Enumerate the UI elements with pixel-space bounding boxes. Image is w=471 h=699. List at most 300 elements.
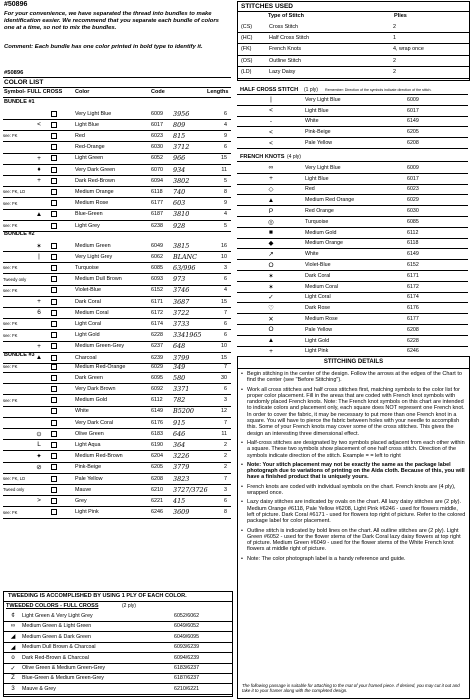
handwritten-dmc: 3722 bbox=[173, 308, 190, 317]
half-cross-row bbox=[237, 117, 468, 128]
box-mark bbox=[51, 453, 57, 459]
color-code: 6221 bbox=[151, 497, 163, 504]
color-name: Medium Dull Brown bbox=[75, 276, 122, 283]
handwritten-dmc: 782 bbox=[173, 396, 186, 405]
row-name: Turquoise bbox=[305, 218, 329, 225]
handwritten-dmc: 3779 bbox=[173, 463, 190, 472]
color-name: Medium Red-Orange bbox=[75, 363, 126, 370]
tweed-name: Light Green & Very Light Grey bbox=[22, 613, 93, 619]
box-mark bbox=[51, 200, 57, 206]
color-code: 6085 bbox=[151, 264, 163, 271]
row-code: 6246 bbox=[407, 348, 419, 355]
tweed-symbol: o bbox=[11, 654, 15, 661]
box-mark bbox=[51, 144, 57, 150]
stitch-abbr: (FK) bbox=[241, 46, 252, 53]
tweed-name: Medium Green & Light Green bbox=[22, 623, 92, 630]
color-name: White bbox=[75, 408, 89, 415]
color-row bbox=[3, 153, 231, 165]
row-symbol: ⊙ bbox=[36, 430, 42, 438]
row-code: 6171 bbox=[407, 272, 419, 279]
tweed-symbol: ◢ bbox=[10, 644, 16, 651]
color-name: Turquoise bbox=[75, 264, 99, 271]
row-symbol: ✶ bbox=[36, 242, 42, 250]
color-name: Medium Red-Brown bbox=[75, 453, 123, 460]
stitching-details-list bbox=[241, 371, 466, 565]
stitching-details-panel bbox=[237, 356, 470, 699]
color-length: 10 bbox=[221, 343, 227, 350]
box-mark bbox=[51, 155, 57, 161]
color-name: Mauve bbox=[75, 486, 92, 493]
tweed-name: Medium Green & Dark Green bbox=[22, 633, 91, 640]
box-mark bbox=[51, 299, 57, 305]
bullet-dot: • bbox=[241, 499, 243, 506]
detail-item bbox=[241, 499, 466, 524]
color-name: Red bbox=[75, 132, 85, 139]
row-name: Violet-Blue bbox=[305, 262, 331, 269]
handwritten-dmc: 3802 bbox=[173, 176, 190, 185]
color-code: 6177 bbox=[151, 200, 163, 207]
color-code: 6112 bbox=[151, 397, 163, 404]
row-name: Medium Gold bbox=[305, 229, 337, 236]
color-code: 6092 bbox=[151, 385, 163, 392]
color-name: Very Dark Coral bbox=[75, 419, 114, 426]
row-symbol: - bbox=[269, 117, 273, 125]
color-length: 15 bbox=[221, 354, 227, 361]
color-row bbox=[3, 164, 231, 176]
handwritten-dmc: 63/996 bbox=[173, 263, 196, 272]
french-knot-row bbox=[237, 217, 468, 228]
color-name: Light Pink bbox=[75, 509, 99, 516]
row-symbol: ↗ bbox=[268, 251, 274, 259]
tweed-subtitle: TWEEDED COLORS - FULL CROSS bbox=[6, 603, 99, 609]
french-knot-row bbox=[237, 293, 468, 304]
row-symbol: < bbox=[269, 128, 273, 136]
color-name: Grey bbox=[75, 497, 87, 504]
col-head-symbol: Symbol- FULL CROSS bbox=[4, 89, 63, 95]
color-code: 6093 bbox=[151, 276, 163, 283]
row-code: 6177 bbox=[407, 316, 419, 323]
row-note: see: FK, LD bbox=[3, 476, 26, 481]
color-length: 7 bbox=[224, 419, 227, 426]
detail-item bbox=[241, 462, 466, 481]
color-row bbox=[3, 240, 231, 252]
footer-note: The following passage is suitable for attaching to the mat of your framed piece. If desired, you may cut it out and take it to your framer along with the completed design. bbox=[242, 683, 460, 694]
color-length: 6 bbox=[224, 110, 227, 117]
color-row bbox=[3, 341, 231, 353]
box-mark bbox=[51, 498, 57, 504]
handwritten-dmc: 815 bbox=[173, 131, 186, 140]
color-code: 6049 bbox=[151, 242, 163, 249]
color-name: Charcoal bbox=[75, 354, 97, 361]
french-knot-row bbox=[237, 282, 468, 293]
detail-item bbox=[241, 387, 466, 437]
color-code: 6118 bbox=[151, 188, 163, 195]
color-name: Medium Orange bbox=[75, 188, 114, 195]
stitch-type: Lazy Daisy bbox=[269, 69, 296, 76]
row-note: see: FK bbox=[3, 265, 18, 271]
color-row bbox=[3, 262, 231, 274]
row-symbol: ✓ bbox=[268, 294, 274, 302]
stitch-row bbox=[238, 67, 469, 79]
color-name: Blue-Green bbox=[75, 211, 103, 218]
color-row bbox=[3, 209, 231, 221]
color-row bbox=[3, 285, 231, 297]
color-code: 6023 bbox=[151, 132, 163, 139]
row-symbol: ▲ bbox=[267, 196, 275, 204]
row-note: see: FK bbox=[3, 332, 18, 338]
comment-text: Comment: Each bundle has one color printed in bold type to identify it. bbox=[4, 44, 203, 50]
detail-item bbox=[241, 556, 466, 562]
french-knot-row bbox=[237, 185, 468, 196]
french-knot-row bbox=[237, 249, 468, 260]
color-length: 15 bbox=[221, 298, 227, 305]
color-list-panel bbox=[3, 77, 231, 592]
french-knot-row bbox=[237, 174, 468, 185]
french-knot-row bbox=[237, 239, 468, 250]
color-row bbox=[3, 142, 231, 154]
bullet-dot: • bbox=[241, 527, 243, 534]
color-length: 30 bbox=[221, 374, 227, 381]
tweed-symbol: ✓ bbox=[10, 665, 16, 672]
col-head-length: Lengths bbox=[207, 89, 229, 95]
color-name: Very Dark Green bbox=[75, 166, 116, 173]
row-symbol: P bbox=[268, 207, 274, 215]
row-note: see: FK bbox=[3, 509, 18, 515]
row-name: Pale Yellow bbox=[305, 140, 333, 147]
tweed-row bbox=[4, 663, 232, 674]
color-code: 6171 bbox=[151, 298, 163, 305]
handwritten-dmc: 646 bbox=[173, 429, 186, 438]
tweed-name: Olive Green & Medium Green-Grey bbox=[22, 665, 106, 671]
row-name: Light Pink bbox=[305, 348, 329, 355]
handwritten-dmc: 648 bbox=[173, 342, 186, 351]
row-symbol: ⊘ bbox=[36, 464, 42, 472]
row-symbol: ▲ bbox=[267, 337, 275, 345]
detail-text: Lazy daisy stitches are indicated by ovals on the chart. All lazy daisy stitches are (2 ply). Medium Orange #6118, Pale Yellow #6208, Light Pink #6246 - used for flowers middle, left of picture. Dark Coral #6171 - used for flowers top right of picture. Refer to the colored package label for color placement. bbox=[247, 499, 466, 525]
tweed-symbol: ∞ bbox=[10, 623, 16, 630]
tweed-row bbox=[4, 642, 232, 653]
detail-text: Note: The color photograph label is a handy reference and guide. bbox=[247, 555, 406, 562]
handwritten-dmc: 3727/3726 bbox=[173, 485, 208, 494]
handwritten-dmc: 740 bbox=[173, 187, 186, 196]
color-name: Light Grey bbox=[75, 222, 100, 229]
tweed-row bbox=[4, 632, 232, 643]
color-length: 10 bbox=[221, 253, 227, 260]
stitch-plies: 2 bbox=[393, 23, 396, 30]
box-mark bbox=[51, 397, 57, 403]
stitch-type: French Knots bbox=[269, 46, 302, 53]
bundle-3-label: BUNDLE #3 bbox=[4, 352, 35, 358]
row-code: 6176 bbox=[407, 305, 419, 312]
row-symbol: O bbox=[268, 261, 274, 269]
color-row bbox=[3, 296, 231, 308]
color-length: 2 bbox=[224, 441, 227, 448]
color-code: 6029 bbox=[151, 363, 163, 370]
french-knots-panel bbox=[237, 154, 468, 355]
handwritten-dmc: BLANC bbox=[173, 252, 198, 261]
tweed-name: Dark Red-Brown & Charcoal bbox=[22, 654, 89, 661]
stitch-abbr: (CS) bbox=[241, 23, 253, 30]
color-length: 8 bbox=[224, 188, 227, 195]
color-code: 6228 bbox=[151, 332, 163, 339]
color-row bbox=[3, 484, 231, 496]
color-name: Olive Green bbox=[75, 430, 104, 437]
color-name: Pink-Beige bbox=[75, 464, 102, 471]
color-length: 4 bbox=[224, 121, 227, 128]
row-symbol: ■ bbox=[269, 229, 273, 237]
row-code: 6208 bbox=[407, 140, 419, 147]
color-name: Violet-Blue bbox=[75, 287, 101, 294]
color-name: Dark Red-Brown bbox=[75, 177, 115, 184]
color-length: 6 bbox=[224, 385, 227, 392]
half-cross-row bbox=[237, 138, 468, 149]
french-knot-row bbox=[237, 163, 468, 174]
document-id: #50896 bbox=[4, 1, 28, 8]
row-note: see: FK bbox=[3, 223, 18, 228]
french-knot-row bbox=[237, 314, 468, 325]
row-name: Dark Coral bbox=[305, 272, 331, 279]
color-code: 6204 bbox=[151, 453, 163, 460]
box-mark bbox=[51, 265, 57, 271]
color-row bbox=[3, 274, 231, 286]
row-symbol: 6 bbox=[37, 309, 41, 317]
french-knot-row bbox=[237, 195, 468, 206]
color-length: 5 bbox=[224, 177, 227, 184]
tweed-symbol: ◢ bbox=[10, 634, 16, 641]
color-name: Medium Gold bbox=[75, 397, 108, 404]
row-note: see: FK, LD bbox=[3, 189, 26, 195]
color-row bbox=[3, 330, 231, 342]
color-row bbox=[3, 383, 231, 395]
handwritten-dmc: 3823 bbox=[173, 474, 190, 483]
color-code: 6176 bbox=[151, 419, 163, 426]
color-name: Light Green bbox=[75, 155, 104, 162]
row-note: Tweedy only bbox=[3, 276, 27, 282]
stitches-used-panel bbox=[237, 1, 470, 81]
handwritten-dmc: 3815 bbox=[173, 241, 190, 250]
color-length: 3 bbox=[224, 486, 227, 493]
stitch-row bbox=[238, 32, 469, 44]
row-code: 6009 bbox=[407, 164, 419, 171]
color-name: Very Light Grey bbox=[75, 253, 113, 260]
box-mark bbox=[51, 487, 57, 493]
tweed-code: 6049/6095 bbox=[174, 633, 200, 640]
row-name: White bbox=[305, 251, 319, 258]
row-code: 6023 bbox=[407, 186, 419, 193]
box-mark bbox=[51, 243, 57, 249]
tweed-code: 6049/6052 bbox=[174, 623, 200, 630]
row-name: Light Blue bbox=[305, 107, 329, 114]
row-name: Red Orange bbox=[305, 208, 334, 215]
half-cross-row bbox=[237, 95, 468, 106]
stitch-plies: 4, wrap once bbox=[393, 46, 424, 53]
box-mark bbox=[51, 133, 57, 139]
row-symbol: ✶ bbox=[268, 283, 274, 291]
color-length: 6 bbox=[224, 332, 227, 339]
box-mark bbox=[51, 310, 57, 316]
handwritten-dmc: 415 bbox=[173, 496, 186, 505]
color-code: 6095 bbox=[151, 374, 163, 381]
french-knot-row bbox=[237, 206, 468, 217]
stitch-abbr: (LD) bbox=[241, 69, 252, 76]
bullet-dot: • bbox=[241, 461, 243, 468]
row-note: see: FK bbox=[3, 321, 18, 327]
box-mark bbox=[51, 464, 57, 470]
tweed-code: 6210/6221 bbox=[174, 685, 200, 692]
color-length: 9 bbox=[224, 132, 227, 139]
tweed-code: 6183/6237 bbox=[174, 665, 200, 671]
color-row bbox=[3, 451, 231, 463]
stitch-row bbox=[238, 44, 469, 56]
handwritten-dmc: 349 bbox=[173, 362, 186, 371]
color-code: 6172 bbox=[151, 309, 163, 316]
color-list-title: COLOR LIST bbox=[4, 79, 44, 86]
tweed-ply: (2 ply) bbox=[122, 603, 136, 609]
handwritten-dmc: 3956 bbox=[173, 109, 190, 118]
color-length: 9 bbox=[224, 200, 227, 207]
row-name: Medium Red Orange bbox=[305, 197, 355, 204]
color-row bbox=[3, 428, 231, 440]
row-note: see: FK bbox=[3, 287, 18, 293]
bullet-dot: • bbox=[241, 371, 243, 377]
tweed-row bbox=[4, 621, 232, 632]
row-code: 6112 bbox=[407, 229, 419, 236]
row-name: Very Light Blue bbox=[305, 96, 341, 103]
bundle-1-label: BUNDLE #1 bbox=[4, 99, 35, 105]
stitch-plies: 2 bbox=[393, 57, 396, 64]
row-symbol: ▲ bbox=[35, 210, 43, 218]
color-length: 2 bbox=[224, 453, 227, 460]
row-symbol: ◆ bbox=[268, 240, 274, 248]
french-knot-row bbox=[237, 325, 468, 336]
stitch-row bbox=[238, 55, 469, 67]
box-mark bbox=[51, 332, 57, 338]
box-mark bbox=[51, 122, 57, 128]
detail-text: Note: Your stitch placement may not be exactly the same as the package label photograph due to variations of printing on the Aida cloth. Because of this, you will have a finished product that is uniquely yours. bbox=[247, 461, 465, 481]
handwritten-dmc: 3712 bbox=[173, 143, 190, 152]
tweed-name: Medium Dull Brown & Charcoal bbox=[22, 644, 96, 651]
color-code: 6237 bbox=[151, 343, 163, 350]
box-mark bbox=[51, 111, 57, 117]
secondary-id: #50896 bbox=[4, 70, 24, 76]
handwritten-dmc: 3371 bbox=[173, 384, 190, 393]
row-name: Dark Rose bbox=[305, 305, 331, 312]
row-note: see: FK bbox=[3, 364, 18, 369]
tweed-title: TWEEDING IS ACCOMPLISHED BY USING 1 PLY OF EACH COLOR. bbox=[8, 593, 187, 599]
color-code: 6052 bbox=[151, 155, 163, 162]
row-symbol: ▲ bbox=[35, 354, 43, 361]
row-symbol: ♡ bbox=[268, 305, 274, 313]
color-row bbox=[3, 119, 231, 131]
color-name: Pale Yellow bbox=[75, 475, 103, 482]
color-code: 6210 bbox=[151, 486, 163, 493]
color-row bbox=[3, 406, 231, 418]
intro-text: For your convenience, we have separated the thread into bundles to make identification easier. We recommend that you separate each bundle of colors one at a time, so not to mix the bundles. bbox=[4, 11, 219, 31]
french-knot-row bbox=[237, 228, 468, 239]
row-symbol: ∞ bbox=[268, 164, 274, 172]
tweed-row bbox=[4, 684, 232, 695]
color-length: 7 bbox=[224, 363, 227, 370]
handwritten-dmc: 3687 bbox=[173, 297, 190, 306]
row-symbol: ✶ bbox=[268, 272, 274, 280]
row-code: 6149 bbox=[407, 251, 419, 258]
row-symbol: < bbox=[269, 139, 273, 147]
box-mark bbox=[51, 223, 57, 229]
row-code: 6009 bbox=[407, 96, 419, 103]
tweed-row bbox=[4, 611, 232, 622]
box-mark bbox=[51, 343, 57, 349]
row-code: 6017 bbox=[407, 107, 419, 114]
detail-text: Work all cross stitches and half cross stitches first, matching symbols to the color list for proper color placement. Fill in the areas that are coded with French knot symbols with randomly placed French knots. Note: The French knot symbols on this chart are intended to indicate colors and placement only, each square does NOT represent one French knot. In order to cover the fabric, it may be necessary to put more than one French knot in a square. You will have to pierce the fabric between holes with your needle to accomplish this. Some of your French knots may cover some of the cross stitches. This gives the design an interesting three dimensional effect. bbox=[247, 386, 465, 437]
color-name: Dark Coral bbox=[75, 298, 101, 305]
row-name: Medium Rose bbox=[305, 316, 338, 323]
color-row bbox=[3, 220, 231, 232]
stitch-plies: 2 bbox=[393, 69, 396, 76]
row-symbol: + bbox=[269, 175, 273, 183]
color-code: 6009 bbox=[151, 110, 163, 117]
row-symbol: ◇ bbox=[268, 186, 274, 194]
box-mark bbox=[51, 211, 57, 217]
color-code: 6190 bbox=[151, 441, 163, 448]
color-row bbox=[3, 186, 231, 198]
row-note: see: FK bbox=[3, 397, 18, 403]
row-code: 6029 bbox=[407, 197, 419, 204]
row-name: Medium Coral bbox=[305, 283, 338, 290]
stitch-row bbox=[238, 21, 469, 33]
half-cross-note: Remember: Direction of the symbols indicate direction of the stitch. bbox=[325, 88, 432, 92]
half-cross-row bbox=[237, 106, 468, 117]
color-row bbox=[3, 198, 231, 210]
stitches-used-title: STITCHES USED bbox=[241, 3, 294, 10]
color-name: Light Blue bbox=[75, 121, 99, 128]
handwritten-dmc: 966 bbox=[173, 154, 186, 163]
handwritten-dmc: 915 bbox=[173, 418, 186, 427]
row-symbol: + bbox=[37, 154, 41, 162]
detail-item bbox=[241, 484, 466, 497]
handwritten-dmc: 3609 bbox=[173, 508, 190, 517]
tweed-panel bbox=[3, 591, 233, 697]
french-knot-row bbox=[237, 303, 468, 314]
handwritten-dmc: 973 bbox=[173, 275, 186, 284]
row-symbol: < bbox=[37, 121, 41, 129]
color-length: 3 bbox=[224, 397, 227, 404]
row-name: Pink-Beige bbox=[305, 129, 331, 136]
detail-text: Outline stitch is indicated by bold lines on the chart. All outline stitches are (2 ply). Light Green #6052 - used for the flower stems of the Dark Coral lazy daisy flowers at top right of picture. Medium Green #6049 - used for the flower stems of the White French knot flowers at middle right of picture. bbox=[247, 527, 461, 553]
color-row bbox=[3, 372, 231, 384]
color-code: 6208 bbox=[151, 475, 163, 482]
box-mark bbox=[51, 189, 57, 195]
color-length: 11 bbox=[221, 166, 227, 173]
color-code: 6152 bbox=[151, 287, 163, 294]
row-code: 6149 bbox=[407, 118, 419, 125]
color-code: 6149 bbox=[151, 408, 163, 415]
row-code: 6174 bbox=[407, 294, 419, 301]
handwritten-dmc: 603 bbox=[173, 199, 186, 208]
detail-item bbox=[241, 371, 466, 384]
stitch-head-type: Type of Stitch bbox=[268, 13, 304, 19]
color-length: 12 bbox=[221, 408, 227, 415]
color-name: Light Aqua bbox=[75, 441, 101, 448]
box-mark bbox=[51, 476, 57, 482]
handwritten-dmc: B5200 bbox=[173, 407, 194, 416]
detail-text: Begin stitching in the center of the design. Follow the arrows at the edges of the Chart to find the center (see "Before Stitching"). bbox=[247, 371, 462, 384]
handwritten-dmc: 934 bbox=[173, 165, 186, 174]
row-code: 6228 bbox=[407, 337, 419, 344]
french-knots-ply: (4 ply) bbox=[287, 154, 301, 160]
col-head-code: Code bbox=[151, 89, 165, 95]
french-knots-title: FRENCH KNOTS bbox=[240, 154, 285, 160]
color-length: 7 bbox=[224, 475, 227, 482]
